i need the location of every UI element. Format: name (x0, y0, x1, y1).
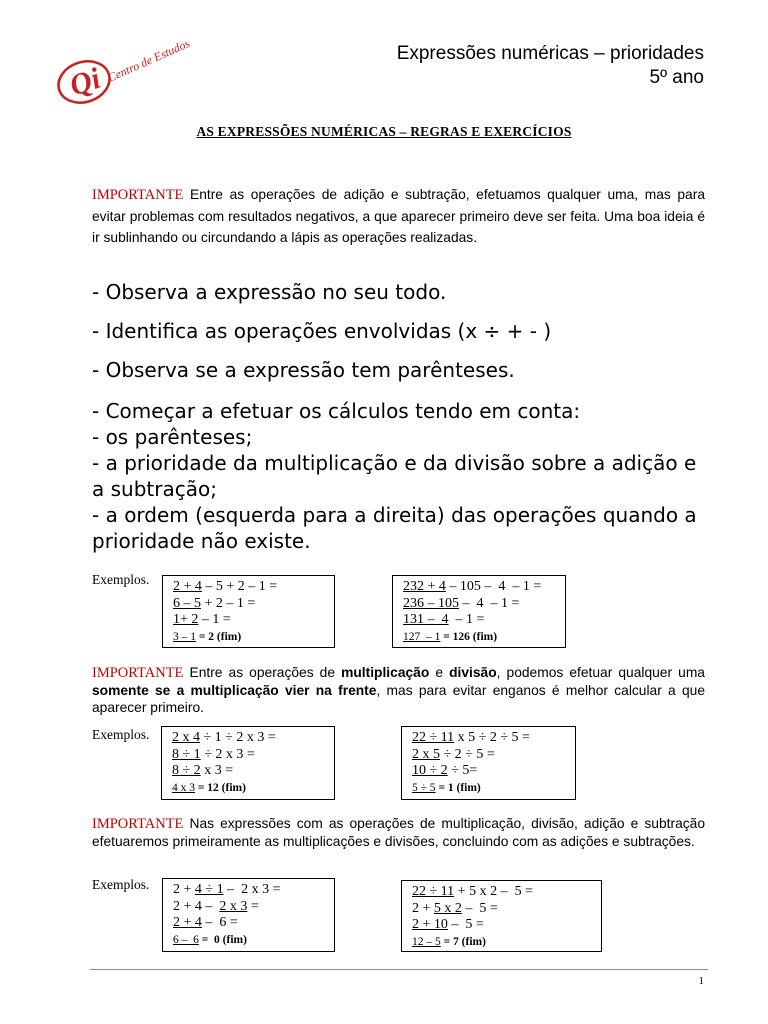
paragraph-all-operations: IMPORTANTE Nas expressões com as operações de multiplicação, divisão, adição e subtração efetuaremos primeiramente as multiplicações e divisões, concluindo com as adições e subtrações. (92, 816, 705, 849)
step-parentheses: - Observa se a expressão tem parênteses. (92, 358, 515, 382)
example-line: 22 ÷ 11 x 5 ÷ 2 ÷ 5 = (412, 730, 530, 745)
example-box (401, 726, 576, 800)
footer-divider (90, 969, 708, 970)
important-label: IMPORTANTE (92, 665, 184, 681)
example-line: 8 ÷ 1 ÷ 2 x 3 = (172, 746, 255, 762)
example-line: 2 + 4 ÷ 1 – 2 x 3 = (173, 882, 281, 897)
example-line: 2 + 4 – 2 x 3 = (173, 898, 259, 914)
logo (52, 42, 202, 112)
example-line: 8 ÷ 2 x 3 = (172, 763, 234, 778)
examples-label: Exemplos. (92, 572, 150, 587)
example-line: 236 – 105 – 4 – 1 = (403, 595, 520, 611)
paragraph-text: Entre as operações de adição e subtração, efetuamos qualquer uma, mas para evitar problemas com resultados negativos, a que aparecer primeiro deve ser feita. Uma boa ideia é ir sublinhando ou circundando a lápis as operações realizadas. (92, 187, 705, 245)
header-title: Expressões numéricas – prioridades (396, 43, 704, 64)
logo-mark-text: Qi (65, 61, 105, 103)
example-result: 6 – 6 = 0 (fim) (173, 933, 247, 946)
example-line: 2 x 5 ÷ 2 ÷ 5 = (412, 746, 495, 762)
example-line: 2 + 4 – 5 + 2 – 1 = (173, 579, 278, 594)
example-line: 131 – 4 – 1 = (403, 612, 485, 627)
example-box (401, 880, 602, 952)
important-label: IMPORTANTE (92, 816, 184, 832)
example-box (392, 575, 566, 648)
step-observe: - Observa a expressão no seu todo. (92, 280, 447, 304)
example-line: 1+ 2 – 1 = (173, 612, 231, 627)
example-line: 6 – 5 + 2 – 1 = (173, 595, 256, 611)
rules-list (92, 398, 712, 554)
logo-mark (52, 42, 202, 112)
rule-item: - os parênteses; (92, 425, 253, 449)
paragraph-multiplication-division: IMPORTANTE Entre as operações de multiplicação e divisão, podemos efetuar qualquer uma somente se a multiplicação vier na frente, mas para evitar enganos é melhor calcular a que aparecer primeiro. (92, 665, 705, 715)
example-line: 22 ÷ 11 + 5 x 2 – 5 = (412, 884, 533, 899)
step-identify: - Identifica as operações envolvidas (x ÷ + - ) (92, 319, 552, 343)
important-label: IMPORTANTE (92, 187, 184, 203)
example-line: 2 + 10 – 5 = (412, 917, 484, 932)
example-result: 4 x 3 = 12 (fim) (172, 781, 246, 794)
example-result: 3 – 1 = 2 (fim) (173, 630, 242, 643)
example-line: 2 + 4 – 6 = (173, 915, 238, 930)
page-number: 1 (698, 975, 704, 987)
example-line: 10 ÷ 2 ÷ 5= (412, 763, 478, 778)
example-box (161, 726, 335, 800)
example-box (162, 878, 335, 952)
header-grade: 5º ano (649, 67, 704, 88)
rule-item: - a ordem (esquerda para a direita) das operações quando a prioridade não existe. (92, 503, 697, 553)
example-result: 12 – 5 = 7 (fim) (412, 935, 486, 948)
logo-text: Centro de Estudos (105, 42, 192, 85)
rule-item: - Começar a efetuar os cálculos tendo em conta: (92, 399, 581, 423)
example-line: 232 + 4 – 105 – 4 – 1 = (403, 579, 542, 594)
example-line: 2 + 5 x 2 – 5 = (412, 900, 498, 916)
document-title: AS EXPRESSÕES NUMÉRICAS – REGRAS E EXERCÍCIOS (196, 124, 572, 139)
rule-item: - a prioridade da multiplicação e da divisão sobre a adição e a subtração; (92, 451, 697, 501)
paragraph-addition-subtraction (92, 184, 705, 248)
example-result: 5 ÷ 5 = 1 (fim) (412, 781, 481, 794)
example-box (162, 575, 335, 648)
example-line: 2 x 4 ÷ 1 ÷ 2 x 3 = (172, 730, 276, 745)
examples-label: Exemplos. (92, 727, 150, 742)
example-result: 127 – 1 = 126 (fim) (403, 630, 498, 643)
examples-label: Exemplos. (92, 877, 150, 892)
